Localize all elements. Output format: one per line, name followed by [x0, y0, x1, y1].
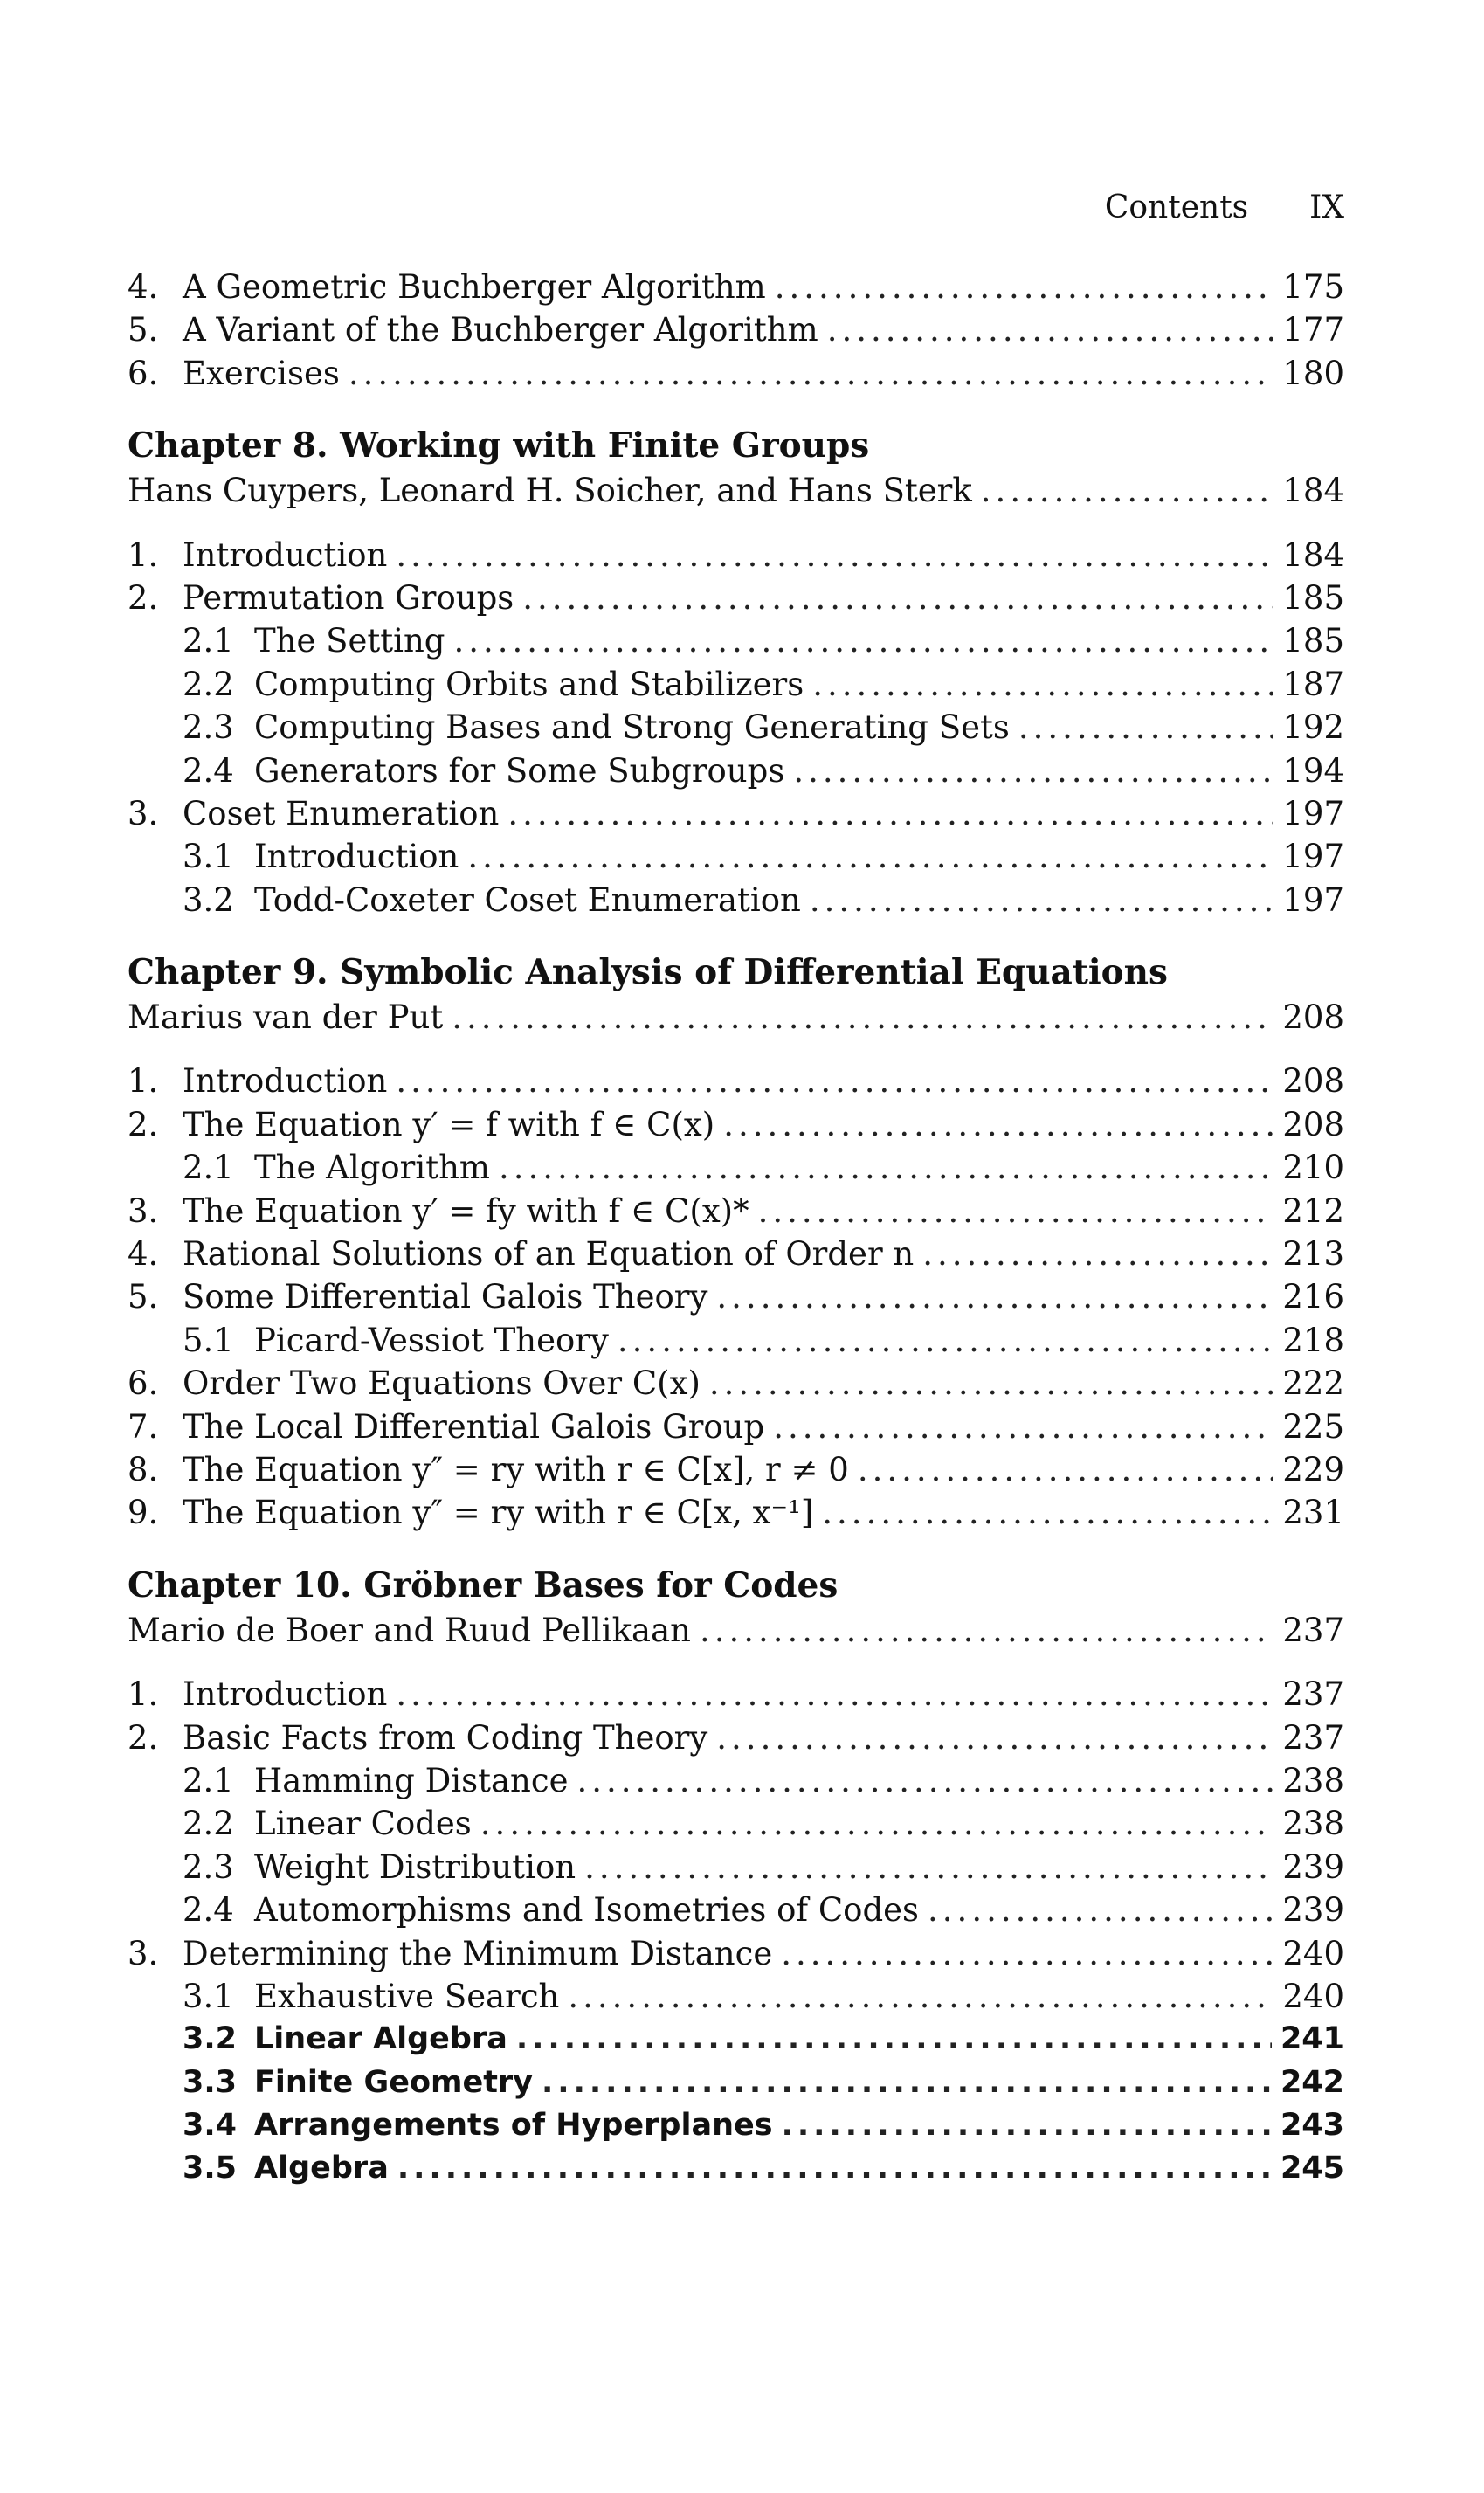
toc-entry-number: 2.1: [183, 1149, 234, 1187]
dot-leader: [499, 1146, 1273, 1189]
chapter-authors-row[interactable]: [128, 996, 1344, 1039]
header-page-number: IX: [1309, 190, 1344, 225]
toc-entry-title: The Equation y″ = ry with r ∈ C[x, x⁻¹]: [183, 1494, 814, 1532]
toc-entry-page: 184: [1282, 535, 1344, 574]
toc-entry-number: 2.4: [183, 1891, 234, 1930]
toc-entry[interactable]: [128, 308, 1344, 351]
toc-entry-page: 185: [1282, 622, 1344, 660]
dot-leader: [396, 1673, 1273, 1716]
toc-entry-page: 180: [1282, 354, 1344, 392]
toc-entry-number: 2.3: [183, 708, 234, 747]
toc-entry-title: Introduction: [183, 535, 388, 574]
dot-leader: [349, 352, 1273, 395]
toc-entry-title: The Local Differential Galois Group: [183, 1407, 765, 1446]
toc-entry[interactable]: [128, 1275, 1344, 1318]
toc-entry-page: 225: [1282, 1407, 1344, 1446]
toc-entry[interactable]: [128, 2018, 1344, 2061]
dot-leader: [467, 835, 1273, 878]
toc-entry-page: 239: [1282, 1847, 1344, 1886]
toc-entry-number: 3.: [128, 1934, 159, 1972]
toc-entry-number: 6.: [128, 354, 159, 392]
dot-leader: [1018, 706, 1274, 749]
dot-leader: [782, 2104, 1272, 2147]
dot-leader: [781, 1932, 1273, 1975]
toc-entry-title: Automorphisms and Isometries of Codes: [254, 1891, 920, 1930]
toc-entry-title: Linear Codes: [254, 1805, 472, 1843]
toc-entry-title: The Setting: [254, 622, 445, 660]
toc-entry[interactable]: [128, 749, 1344, 792]
toc-entry[interactable]: [128, 1146, 1344, 1189]
toc-entry[interactable]: [128, 1405, 1344, 1448]
toc-entry-number: 2.1: [183, 622, 234, 660]
dot-leader: [584, 1846, 1273, 1889]
dot-leader: [928, 1889, 1273, 1931]
toc-entry-title: The Equation y′ = f with f ∈ C(x): [183, 1105, 715, 1143]
toc-entry-title: Finite Geometry: [254, 2064, 533, 2100]
dot-leader: [981, 469, 1274, 512]
toc-entry[interactable]: [128, 1233, 1344, 1275]
toc-entry-page: 229: [1282, 1450, 1344, 1488]
toc-entry-title: A Geometric Buchberger Algorithm: [183, 268, 766, 306]
toc-entry-page: 241: [1280, 2021, 1344, 2057]
chapter-authors: Marius van der Put: [128, 998, 444, 1037]
toc-entry-number: 7.: [128, 1407, 159, 1446]
header-label: Contents: [1104, 190, 1249, 225]
toc-entry[interactable]: [128, 534, 1344, 577]
toc-entry-title: Computing Orbits and Stabilizers: [254, 665, 804, 703]
toc-entry-title: Rational Solutions of an Equation of Order n: [183, 1235, 915, 1274]
toc-entry-number: 4.: [128, 1235, 159, 1274]
toc-entry-title: Exhaustive Search: [254, 1977, 560, 2015]
dot-leader: [793, 749, 1273, 792]
dot-leader: [723, 1103, 1273, 1146]
chapter-authors: Mario de Boer and Ruud Pellikaan: [128, 1611, 691, 1649]
toc-entry[interactable]: [128, 1060, 1344, 1102]
toc-entry-title: Hamming Distance: [254, 1761, 569, 1799]
toc-entry-page: 212: [1282, 1191, 1344, 1230]
toc-entry-title: Introduction: [183, 1062, 388, 1101]
dot-leader: [922, 1233, 1273, 1275]
chapter-authors-row[interactable]: [128, 469, 1344, 512]
toc-entry[interactable]: [128, 1673, 1344, 1716]
toc-entry-title: Introduction: [183, 1675, 388, 1714]
table-of-contents: [128, 266, 1344, 2191]
toc-entry-page: 239: [1282, 1891, 1344, 1930]
toc-entry-title: Permutation Groups: [183, 578, 514, 617]
dot-leader: [618, 1319, 1273, 1362]
toc-entry[interactable]: [128, 1491, 1344, 1534]
toc-entry-page: 197: [1282, 794, 1344, 832]
toc-entry[interactable]: [128, 352, 1344, 395]
toc-entry[interactable]: [128, 1802, 1344, 1845]
toc-entry-number: 3.3: [183, 2064, 238, 2100]
dot-leader: [454, 619, 1274, 662]
toc-entry-number: 2.2: [183, 1805, 234, 1843]
toc-entry-page: 238: [1282, 1761, 1344, 1799]
toc-entry-page: 245: [1280, 2151, 1344, 2186]
chapter-title[interactable]: Chapter 10. Gröbner Bases for Codes: [128, 1564, 839, 1606]
dot-leader: [810, 879, 1274, 922]
dot-leader: [568, 1975, 1273, 2018]
chapter-title[interactable]: Chapter 8. Working with Finite Groups: [128, 425, 870, 466]
dot-leader: [812, 663, 1273, 706]
toc-entry-number: 2.: [128, 1105, 159, 1143]
toc-entry-number: 5.: [128, 1278, 159, 1316]
toc-entry-page: 242: [1280, 2064, 1344, 2100]
dot-leader: [396, 534, 1273, 577]
toc-entry-number: 2.2: [183, 665, 234, 703]
toc-entry[interactable]: [128, 2147, 1344, 2190]
toc-entry-title: Determining the Minimum Distance: [183, 1934, 773, 1972]
toc-entry-title: Basic Facts from Coding Theory: [183, 1718, 708, 1757]
toc-entry-number: 4.: [128, 268, 159, 306]
toc-entry[interactable]: [128, 1846, 1344, 1889]
toc-entry-page: 216: [1282, 1278, 1344, 1316]
toc-entry-page: 194: [1282, 751, 1344, 790]
toc-entry-title: Generators for Some Subgroups: [254, 751, 785, 790]
dot-leader: [397, 2147, 1272, 2190]
toc-entry[interactable]: [128, 1716, 1344, 1759]
toc-entry-title: The Equation y′ = fy with f ∈ C(x)*: [183, 1191, 749, 1230]
dot-leader: [700, 1609, 1273, 1652]
toc-entry-title: Some Differential Galois Theory: [183, 1278, 708, 1316]
toc-entry[interactable]: [128, 619, 1344, 662]
toc-entry-number: 2.1: [183, 1761, 234, 1799]
toc-entry[interactable]: [128, 879, 1344, 922]
toc-entry-number: 3.1: [183, 838, 234, 876]
toc-entry-page: 210: [1282, 1149, 1344, 1187]
dot-leader: [827, 308, 1274, 351]
toc-entry-number: 3.: [128, 794, 159, 832]
toc-entry-page: 213: [1282, 1235, 1344, 1274]
toc-entry[interactable]: [128, 1889, 1344, 1931]
toc-entry-page: 187: [1282, 665, 1344, 703]
dot-leader: [576, 1759, 1273, 1802]
toc-entry-number: 1.: [128, 1675, 159, 1714]
toc-entry-title: Introduction: [254, 838, 459, 876]
toc-entry[interactable]: [128, 663, 1344, 706]
chapter-page: 184: [1282, 472, 1344, 510]
toc-entry-number: 6.: [128, 1364, 159, 1403]
toc-entry-number: 1.: [128, 1062, 159, 1101]
toc-entry-title: Coset Enumeration: [183, 794, 500, 832]
toc-entry-page: 237: [1282, 1718, 1344, 1757]
dot-leader: [775, 266, 1274, 308]
dot-leader: [507, 792, 1273, 835]
toc-entry-number: 5.1: [183, 1321, 234, 1359]
dot-leader: [822, 1491, 1273, 1534]
toc-entry-title: Weight Distribution: [254, 1847, 576, 1886]
chapter-authors: Hans Cuypers, Leonard H. Soicher, and Hans Sterk: [128, 472, 972, 510]
toc-entry-number: 2.: [128, 578, 159, 617]
toc-entry-number: 8.: [128, 1450, 159, 1488]
toc-entry-page: 238: [1282, 1805, 1344, 1843]
chapter-page: 208: [1282, 998, 1344, 1037]
toc-entry[interactable]: [128, 706, 1344, 749]
toc-entry-page: 231: [1282, 1494, 1344, 1532]
toc-entry-title: Order Two Equations Over C(x): [183, 1364, 701, 1403]
toc-entry[interactable]: [128, 577, 1344, 619]
dot-leader: [716, 1275, 1273, 1318]
toc-entry-page: 185: [1282, 578, 1344, 617]
toc-entry[interactable]: [128, 1975, 1344, 2018]
toc-entry[interactable]: [128, 2104, 1344, 2147]
toc-entry-title: A Variant of the Buchberger Algorithm: [183, 311, 818, 349]
toc-entry-page: 197: [1282, 838, 1344, 876]
running-header: [1105, 189, 1344, 227]
toc-entry-page: 175: [1282, 268, 1344, 306]
toc-entry-title: The Algorithm: [254, 1149, 490, 1187]
toc-entry-title: Picard-Vessiot Theory: [254, 1321, 609, 1359]
toc-entry-title: The Equation y″ = ry with r ∈ C[x], r ≠ 0: [183, 1450, 849, 1488]
toc-entry-title: Computing Bases and Strong Generating Sets: [254, 708, 1010, 747]
dot-leader: [480, 1802, 1274, 1845]
chapter-page: 237: [1282, 1611, 1344, 1649]
toc-entry[interactable]: [128, 2061, 1344, 2104]
toc-entry[interactable]: [128, 1362, 1344, 1405]
dot-leader: [773, 1405, 1273, 1448]
chapter-title[interactable]: Chapter 9. Symbolic Analysis of Differential Equations: [128, 952, 1168, 993]
toc-entry-number: 1.: [128, 535, 159, 574]
toc-entry-page: 208: [1282, 1062, 1344, 1101]
toc-entry-page: 218: [1282, 1321, 1344, 1359]
toc-entry-title: Todd-Coxeter Coset Enumeration: [254, 880, 801, 919]
dot-leader: [709, 1362, 1273, 1405]
toc-entry[interactable]: [128, 792, 1344, 835]
toc-entry-page: 237: [1282, 1675, 1344, 1714]
toc-entry-title: Arrangements of Hyperplanes: [254, 2108, 773, 2144]
toc-entry-page: 240: [1282, 1977, 1344, 2015]
toc-entry-page: 208: [1282, 1105, 1344, 1143]
dot-leader: [396, 1060, 1273, 1102]
toc-entry[interactable]: [128, 266, 1344, 308]
toc-entry-page: 222: [1282, 1364, 1344, 1403]
toc-entry-number: 2.3: [183, 1847, 234, 1886]
toc-entry[interactable]: [128, 835, 1344, 878]
toc-entry-title: Algebra: [254, 2151, 389, 2186]
dot-leader: [758, 1190, 1274, 1233]
toc-entry[interactable]: [128, 1932, 1344, 1975]
dot-leader: [542, 2061, 1272, 2104]
toc-entry-number: 2.: [128, 1718, 159, 1757]
toc-entry-page: 243: [1280, 2108, 1344, 2144]
dot-leader: [452, 996, 1273, 1039]
toc-entry-number: 3.: [128, 1191, 159, 1230]
dot-leader: [858, 1448, 1274, 1491]
toc-entry[interactable]: [128, 1759, 1344, 1802]
toc-entry-title: Linear Algebra: [254, 2021, 507, 2057]
toc-entry[interactable]: [128, 1103, 1344, 1146]
toc-entry-number: 5.: [128, 311, 159, 349]
dot-leader: [716, 1716, 1273, 1759]
toc-entry-page: 192: [1282, 708, 1344, 747]
dot-leader: [516, 2018, 1272, 2061]
toc-entry-number: 9.: [128, 1494, 159, 1532]
toc-entry-number: 3.4: [183, 2108, 238, 2144]
dot-leader: [522, 577, 1273, 619]
toc-entry-page: 177: [1282, 311, 1344, 349]
toc-entry-title: Exercises: [183, 354, 340, 392]
toc-entry-number: 3.2: [183, 880, 234, 919]
toc-entry[interactable]: [128, 1190, 1344, 1233]
toc-entry-number: 3.1: [183, 1977, 234, 2015]
toc-entry-number: 2.4: [183, 751, 234, 790]
chapter-authors-row[interactable]: [128, 1609, 1344, 1652]
toc-entry-page: 240: [1282, 1934, 1344, 1972]
toc-entry-number: 3.2: [183, 2021, 238, 2057]
toc-entry[interactable]: [128, 1448, 1344, 1491]
toc-entry-page: 197: [1282, 880, 1344, 919]
toc-entry[interactable]: [128, 1319, 1344, 1362]
toc-entry-number: 3.5: [183, 2151, 238, 2186]
